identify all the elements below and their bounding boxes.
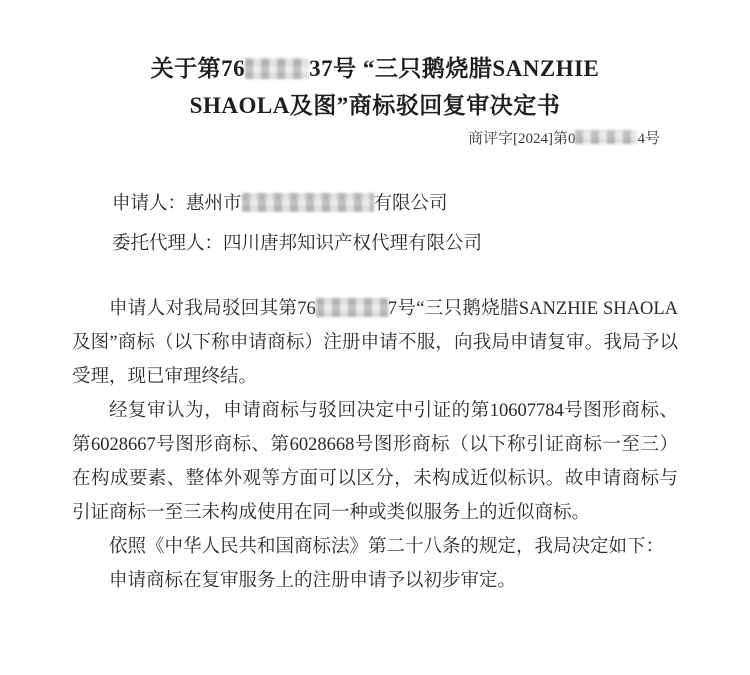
paragraph-2: 经复审认为，申请商标与驳回决定中引证的第10607784号图形商标、第6028667号图形商标、第6028668号图形商标（以下称引证商标一至三）在构成要素、整体外观等方面可以区分，未构成近似标识。故申请商标与引证商标一至三未构成使用在同一种或类似服务上的近似商标。: [72, 401, 678, 523]
document-title: [40, 50, 710, 124]
paragraph-3: 依照《中华人民共和国商标法》第二十八条的规定，我局决定如下：: [109, 537, 665, 557]
doc-number-post-text: 4号: [637, 131, 660, 147]
title-line-2: SHAOLA及图”商标驳回复审决定书: [189, 93, 561, 118]
redacted-company-name: [242, 193, 374, 212]
doc-number-pre-text: 商评字[2024]第0: [467, 131, 576, 147]
title-line1-post-text: 37号 “三只鹅烧腊SANZHIE: [309, 56, 600, 81]
paragraph-1-post-text: 7号“三只鹅烧腊SANZHIE SHAOLA及图”商标（以下称申请商标）注册申请不服，向我局申请复审。我局予以受理，现已审理终结。: [72, 299, 678, 387]
agent-line: 委托代理人：四川唐邦知识产权代理有限公司: [112, 234, 483, 254]
redacted-trademark-number-body: [316, 298, 388, 317]
document-body: [72, 292, 678, 598]
document-number-line: [0, 127, 750, 148]
title-line1-pre-text: 关于第76: [150, 56, 246, 81]
parties-block: [112, 184, 678, 264]
applicant-line: [112, 184, 678, 224]
title-line-1: [40, 50, 710, 87]
redacted-doc-number: [575, 130, 637, 144]
paragraph-4: 申请商标在复审服务上的注册申请予以初步审定。: [109, 571, 517, 591]
applicant-post-text: 有限公司: [373, 194, 448, 214]
redacted-trademark-number: [245, 58, 309, 79]
paragraph-1: [72, 292, 678, 394]
applicant-pre-text: 申请人：惠州市: [112, 194, 242, 214]
paragraph-1-pre-text: 申请人对我局驳回其第76: [109, 299, 316, 319]
